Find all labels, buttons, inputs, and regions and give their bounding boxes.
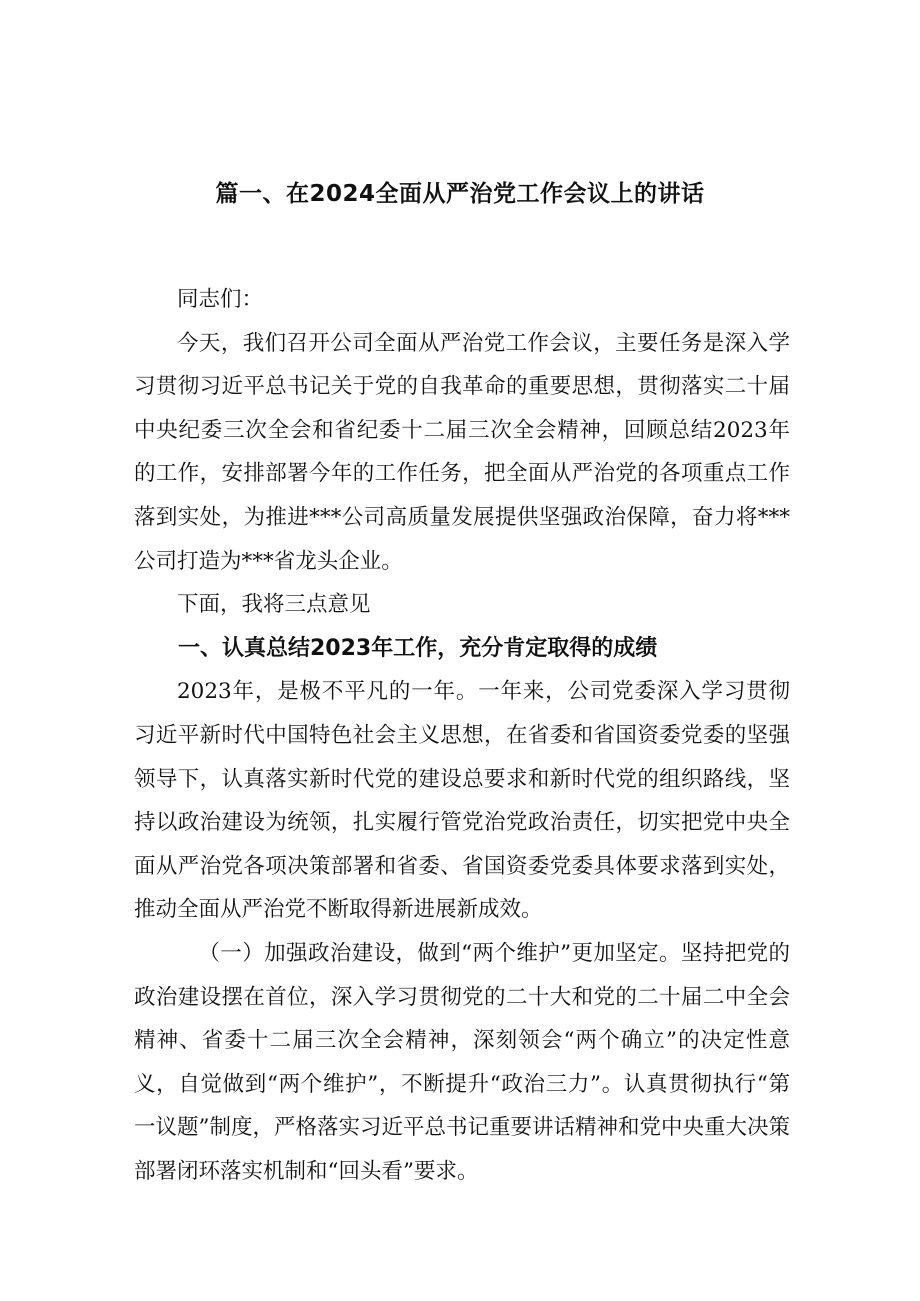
transition-paragraph: 下面，我将三点意见 <box>177 592 371 618</box>
salutation: 同志们： <box>177 287 264 312</box>
section-1-paragraph: 2023年，是极不平凡的一年。一年来，公司党委深入学习贯彻习近平新时代中国特色社会主义思想，在省委和省国资委党委的坚强领导下，认真落实新时代党的建设总要求和新时代党的组织路线，坚持以政治建设为统领，扎实履行管党治党政治责任，切实把党中央全面从严治党各项决策部署和省委、省国资委党委具体要求落到实处，推动全面从严治党不断取得新进展新成效。 <box>134 679 790 923</box>
section-heading-1: 一、认真总结2023年工作，充分肯定取得的成绩 <box>178 635 658 661</box>
subsection-1-paragraph: （一）加强政治建设，做到“两个维护”更加坚定。坚持把党的政治建设摆在首位，深入学习贯彻党的二十大和党的二十届二中全会精神、省委十二届三次全会精神，深刻领会“两个确立”的决定性意义，自觉做到“两个维护”，不断提升“政治三力”。认真贯彻执行“第一议题”制度，严格落实习近平总书记重要讲话精神和党中央重大决策部署闭环落实机制和“回头看”要求。 <box>134 940 790 1184</box>
document-body <box>134 278 790 1193</box>
intro-paragraph: 今天，我们召开公司全面从严治党工作会议，主要任务是深入学习贯彻习近平总书记关于党的自我革命的重要思想，贯彻落实二十届中央纪委三次全会和省纪委十二届三次全会精神，回顾总结2023年的工作，安排部署今年的工作任务，把全面从严治党的各项重点工作落到实处，为推进***公司高质量发展提供坚强政治保障，奋力将***公司打造为***省龙头企业。 <box>134 330 790 574</box>
document-title: 篇一、在2024全面从严治党工作会议上的讲话 <box>215 181 705 207</box>
